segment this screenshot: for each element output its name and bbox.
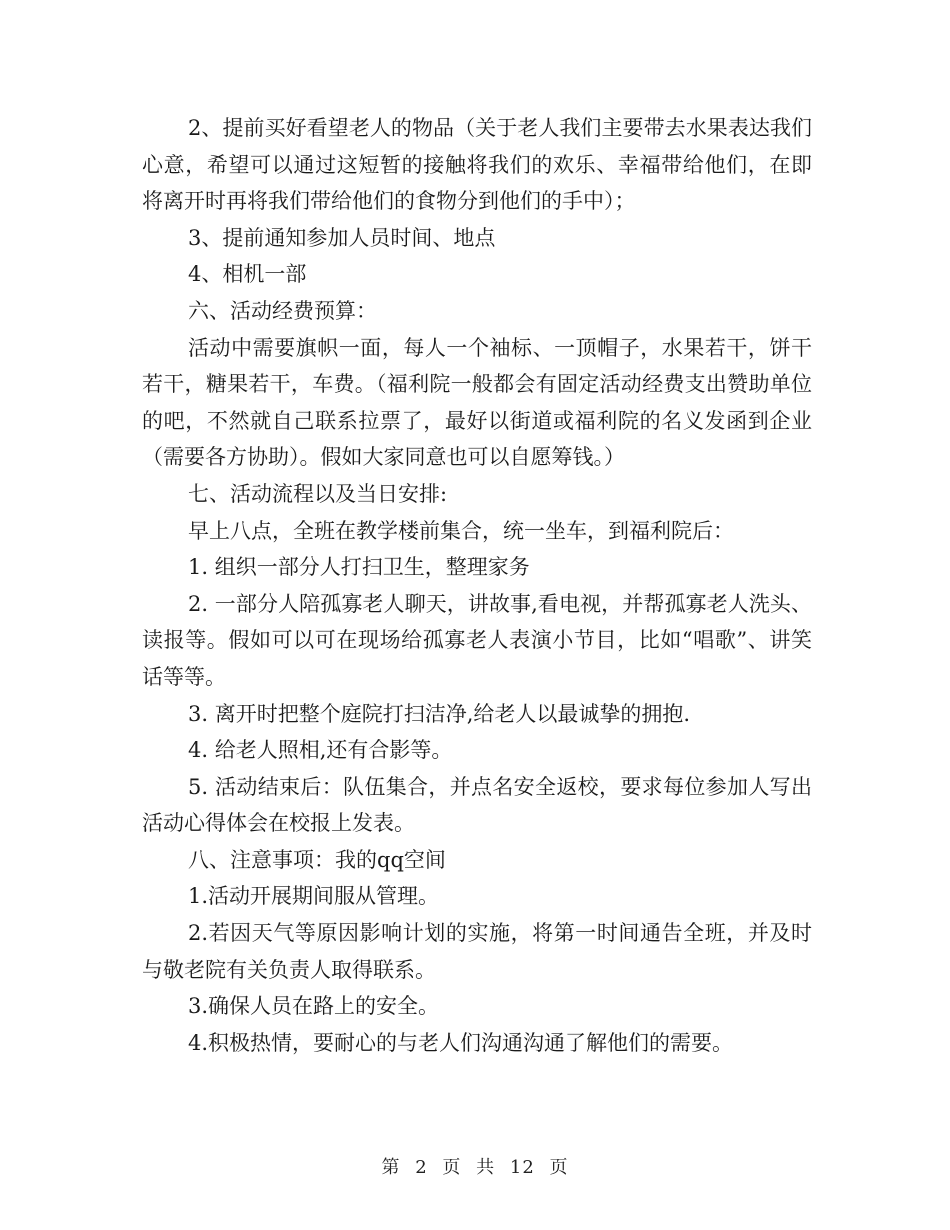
process-step-3: 3. 离开时把整个庭院打扫洁净,给老人以最诚挚的拥抱. bbox=[188, 701, 691, 726]
page-footer bbox=[0, 1153, 950, 1179]
note-item-1: 1.活动开展期间服从管理。 bbox=[188, 884, 440, 909]
footer-total-pages: 12 bbox=[509, 1157, 535, 1178]
paragraph-item-2-purchase: 2、提前买好看望老人的物品（关于老人我们主要带去水果表达我们心意，希望可以通过这短暂的接触将我们的欢乐、幸福带给他们，在即将离开时再将我们带给他们的食物分到他们的手中）； bbox=[142, 116, 812, 214]
note-item-4: 4.积极热情，要耐心的与老人们沟通沟通了解他们的需要。 bbox=[188, 1030, 734, 1055]
process-step-2: 2. 一部分人陪孤寡老人聊天，讲故事,看电视，并帮孤寡老人洗头、读报等。假如可以可在现场给孤寡老人表演小节目，比如“唱歌”、讲笑话等等。 bbox=[142, 591, 812, 689]
section-heading-notes: 八、注意事项：我的qq空间 bbox=[188, 847, 446, 872]
footer-page-number: 2 bbox=[415, 1157, 428, 1178]
note-item-3: 3.确保人员在路上的安全。 bbox=[188, 994, 440, 1019]
paragraph-morning-gathering: 早上八点，全班在教学楼前集合，统一坐车，到福利院后： bbox=[188, 518, 734, 543]
footer-page-label: 页 bbox=[442, 1157, 462, 1178]
body-text bbox=[142, 110, 812, 1061]
paragraph-item-4-camera: 4、相机一部 bbox=[188, 262, 307, 287]
footer-page-prefix: 第 bbox=[381, 1157, 401, 1178]
process-step-4: 4. 给老人照相,还有合影等。 bbox=[188, 738, 453, 763]
footer-total-prefix: 共 bbox=[476, 1157, 496, 1178]
footer-total-label: 页 bbox=[549, 1157, 569, 1178]
process-step-1: 1. 组织一部分人打扫卫生，整理家务 bbox=[188, 555, 530, 580]
note-item-2: 2.若因天气等原因影响计划的实施，将第一时间通告全班，并及时与敬老院有关负责人取得联系。 bbox=[142, 921, 812, 982]
section-heading-process: 七、活动流程以及当日安排: bbox=[188, 481, 448, 506]
paragraph-item-3-notify: 3、提前通知参加人员时间、地点 bbox=[188, 225, 496, 250]
section-heading-budget: 六、活动经费预算： bbox=[188, 298, 377, 323]
paragraph-budget-detail: 活动中需要旗帜一面，每人一个袖标、一顶帽子，水果若干，饼干若干，糖果若干，车费。（福利院一般都会有固定活动经费支出赞助单位的吧，不然就自己联系拉票了，最好以街道或福利院的名义发函到企业（需要各方协助）。假如大家同意也可以自愿筹钱。） bbox=[142, 335, 812, 470]
process-step-5: 5. 活动结束后：队伍集合，并点名安全返校，要求每位参加人写出活动心得体会在校报上发表。 bbox=[142, 774, 812, 836]
